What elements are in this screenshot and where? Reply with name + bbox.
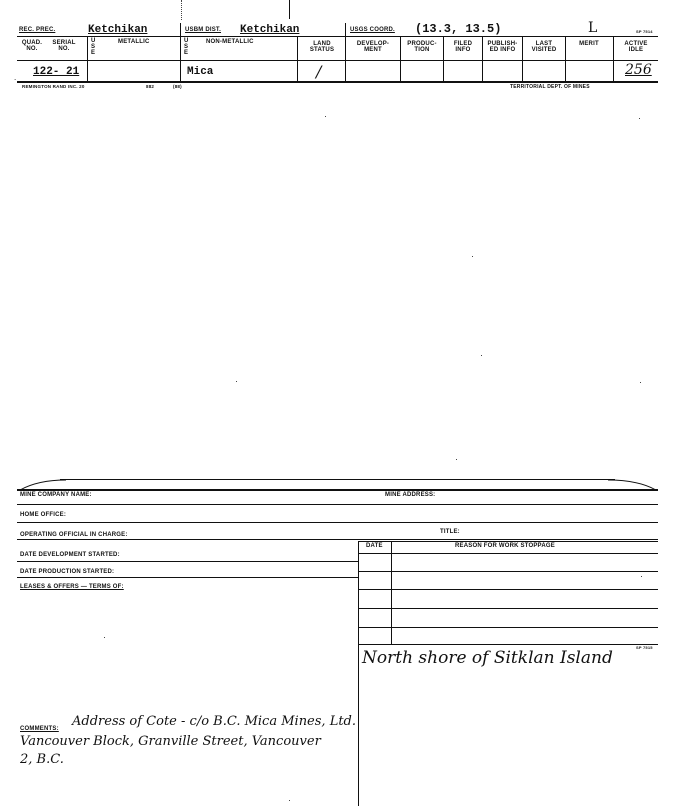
col-divider xyxy=(400,36,401,81)
development-label: DEVELOP-MENT xyxy=(356,41,390,53)
table-rule xyxy=(358,644,658,645)
usbm-dist-label: USBM DIST. xyxy=(185,27,222,33)
filed-info-label: FILED INFO xyxy=(453,41,473,53)
scan-speck xyxy=(289,800,290,801)
published-info-label: PUBLISH-ED INFO xyxy=(487,41,518,53)
reason-column-label: REASON FOR WORK STOPPAGE xyxy=(455,543,555,549)
mine-company-label: MINE COMPANY NAME: xyxy=(20,492,92,498)
scan-speck xyxy=(236,381,237,382)
rec-prec-value: Ketchikan xyxy=(88,24,148,36)
table-divider xyxy=(391,541,392,644)
active-idle-label: ACTIVE IDLE xyxy=(624,41,648,53)
col-divider xyxy=(87,36,88,81)
production-label: PRODUC-TION xyxy=(407,41,437,53)
card-rule xyxy=(17,489,658,491)
merit-label: MERIT xyxy=(579,41,599,47)
col-divider xyxy=(297,36,298,81)
quad-serial-value: 122- 21 xyxy=(33,66,80,78)
corner-mark: L xyxy=(588,20,598,36)
card-corner-curve xyxy=(18,478,68,492)
card-edge xyxy=(60,479,615,480)
scan-mark xyxy=(181,0,182,20)
location-note: North shore of Sitklan Island xyxy=(362,648,613,668)
comments-line-3: 2, B.C. xyxy=(20,752,64,767)
nonmetallic-value: Mica xyxy=(187,66,214,78)
table-rule xyxy=(358,608,658,609)
scan-speck xyxy=(641,576,642,577)
card-divider xyxy=(358,541,359,806)
scan-speck xyxy=(481,355,482,356)
leases-label: LEASES & OFFERS — TERMS OF: xyxy=(20,584,124,590)
title-label: TITLE: xyxy=(440,529,460,535)
col-divider xyxy=(613,36,614,81)
card-rule xyxy=(17,504,658,505)
scan-speck xyxy=(104,637,105,638)
land-status-label: LAND STATUS xyxy=(309,41,335,53)
form-number: SP 7515 xyxy=(636,645,653,650)
usgs-coord-value: (13.3, 13.5) xyxy=(415,22,502,36)
card-rule xyxy=(17,36,658,37)
table-rule xyxy=(358,553,658,554)
scan-speck xyxy=(325,116,326,117)
scan-speck xyxy=(472,256,473,257)
mine-address-label: MINE ADDRESS: xyxy=(385,492,436,498)
card-rule xyxy=(17,60,658,61)
table-rule xyxy=(358,571,658,572)
active-idle-value: 256 xyxy=(625,62,652,78)
col-divider xyxy=(180,23,181,81)
nonmetallic-label: NON-METALLIC xyxy=(206,39,254,45)
printer-code: 882 xyxy=(146,84,155,89)
card-corner-curve xyxy=(608,478,658,492)
table-rule xyxy=(358,589,658,590)
col-divider xyxy=(482,36,483,81)
card-rule xyxy=(17,522,658,523)
col-divider xyxy=(565,36,566,81)
card-rule xyxy=(17,561,358,562)
date-column-label: DATE xyxy=(366,543,383,549)
usbm-dist-value: Ketchikan xyxy=(240,24,300,36)
col-divider xyxy=(443,36,444,81)
usgs-coord-label: USGS COORD. xyxy=(350,27,395,33)
last-visited-label: LAST VISITED xyxy=(531,41,557,53)
serial-label: SERIAL NO. xyxy=(52,40,76,52)
card-rule xyxy=(17,81,658,83)
card-rule xyxy=(17,539,658,540)
scan-speck xyxy=(639,118,640,119)
date-production-label: DATE PRODUCTION STARTED: xyxy=(20,569,115,575)
table-rule xyxy=(358,627,658,628)
quad-label: QUAD. NO. xyxy=(21,40,43,52)
printer-credit: REMINGTON RAND INC. 20 xyxy=(22,84,85,89)
card-rule xyxy=(17,577,358,578)
form-number: SP 7514 xyxy=(636,29,653,34)
home-office-label: HOME OFFICE: xyxy=(20,512,67,518)
date-development-label: DATE DEVELOPMENT STARTED: xyxy=(20,552,120,558)
use-letters-nonmetallic: U S E xyxy=(184,38,189,56)
scan-mark xyxy=(289,0,290,19)
department-name: TERRITORIAL DEPT. OF MINES xyxy=(510,84,590,90)
scan-mark: . xyxy=(14,73,17,82)
printer-code: (88) xyxy=(173,84,182,89)
comments-line-2: Vancouver Block, Granville Street, Vancouver xyxy=(20,734,321,749)
comments-line-1: Address of Cote - c/o B.C. Mica Mines, Ltd. xyxy=(72,714,357,729)
rec-prec-label: REC. PREC. xyxy=(19,27,56,33)
official-label: OPERATING OFFICIAL IN CHARGE: xyxy=(20,532,128,538)
col-divider xyxy=(345,23,346,81)
scan-speck xyxy=(456,459,457,460)
metallic-label: METALLIC xyxy=(118,39,150,45)
comments-label: COMMENTS: xyxy=(20,726,59,732)
table-rule xyxy=(358,541,658,542)
scan-speck xyxy=(640,382,641,383)
land-status-value: / xyxy=(316,62,322,81)
use-letters-metallic: U S E xyxy=(91,38,96,56)
col-divider xyxy=(522,36,523,81)
